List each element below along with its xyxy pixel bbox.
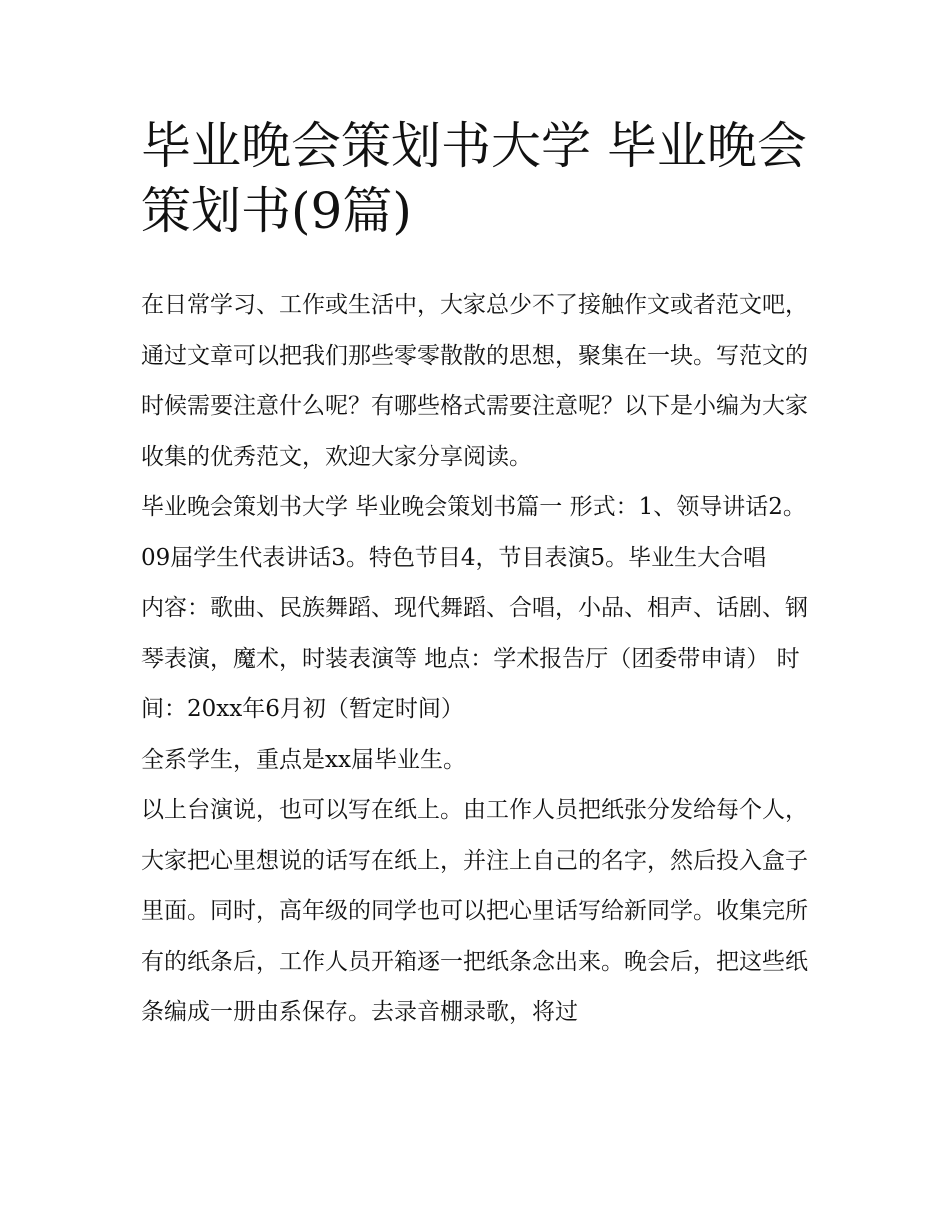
document-body <box>141 280 813 1038</box>
paragraph-content: 内容：歌曲、民族舞蹈、现代舞蹈、合唱，小品、相声、话剧、钢琴表演，魔术，时装表演等 地点：学术报告厅（团委带申请） 时间：20xx年6月初（暂定时间） <box>141 595 808 722</box>
document-title: 毕业晚会策划书大学 毕业晚会策划书(9篇) <box>141 117 807 240</box>
paragraph-format: 毕业晚会策划书大学 毕业晚会策划书篇一 形式：1、领导讲话2。09届学生代表讲话3。特色节目4，节目表演5。毕业生大合唱 <box>141 494 806 571</box>
paragraph-activity: 以上台演说，也可以写在纸上。由工作人员把纸张分发给每个人，大家把心里想说的话写在纸上，并注上自己的名字，然后投入盒子里面。同时，高年级的同学也可以把心里话写给新同学。收集完所有的纸条后，工作人员开箱逐一把纸条念出来。晚会后，把这些纸条编成一册由系保存。去录音棚录歌，将过 <box>141 797 808 1025</box>
paragraph-audience: 全系学生，重点是xx届毕业生。 <box>141 746 466 773</box>
paragraph-intro: 在日常学习、工作或生活中，大家总少不了接触作文或者范文吧，通过文章可以把我们那些零零散散的思想，聚集在一块。写范文的时候需要注意什么呢？有哪些格式需要注意呢？以下是小编为大家收集的优秀范文，欢迎大家分享阅读。 <box>141 292 808 470</box>
